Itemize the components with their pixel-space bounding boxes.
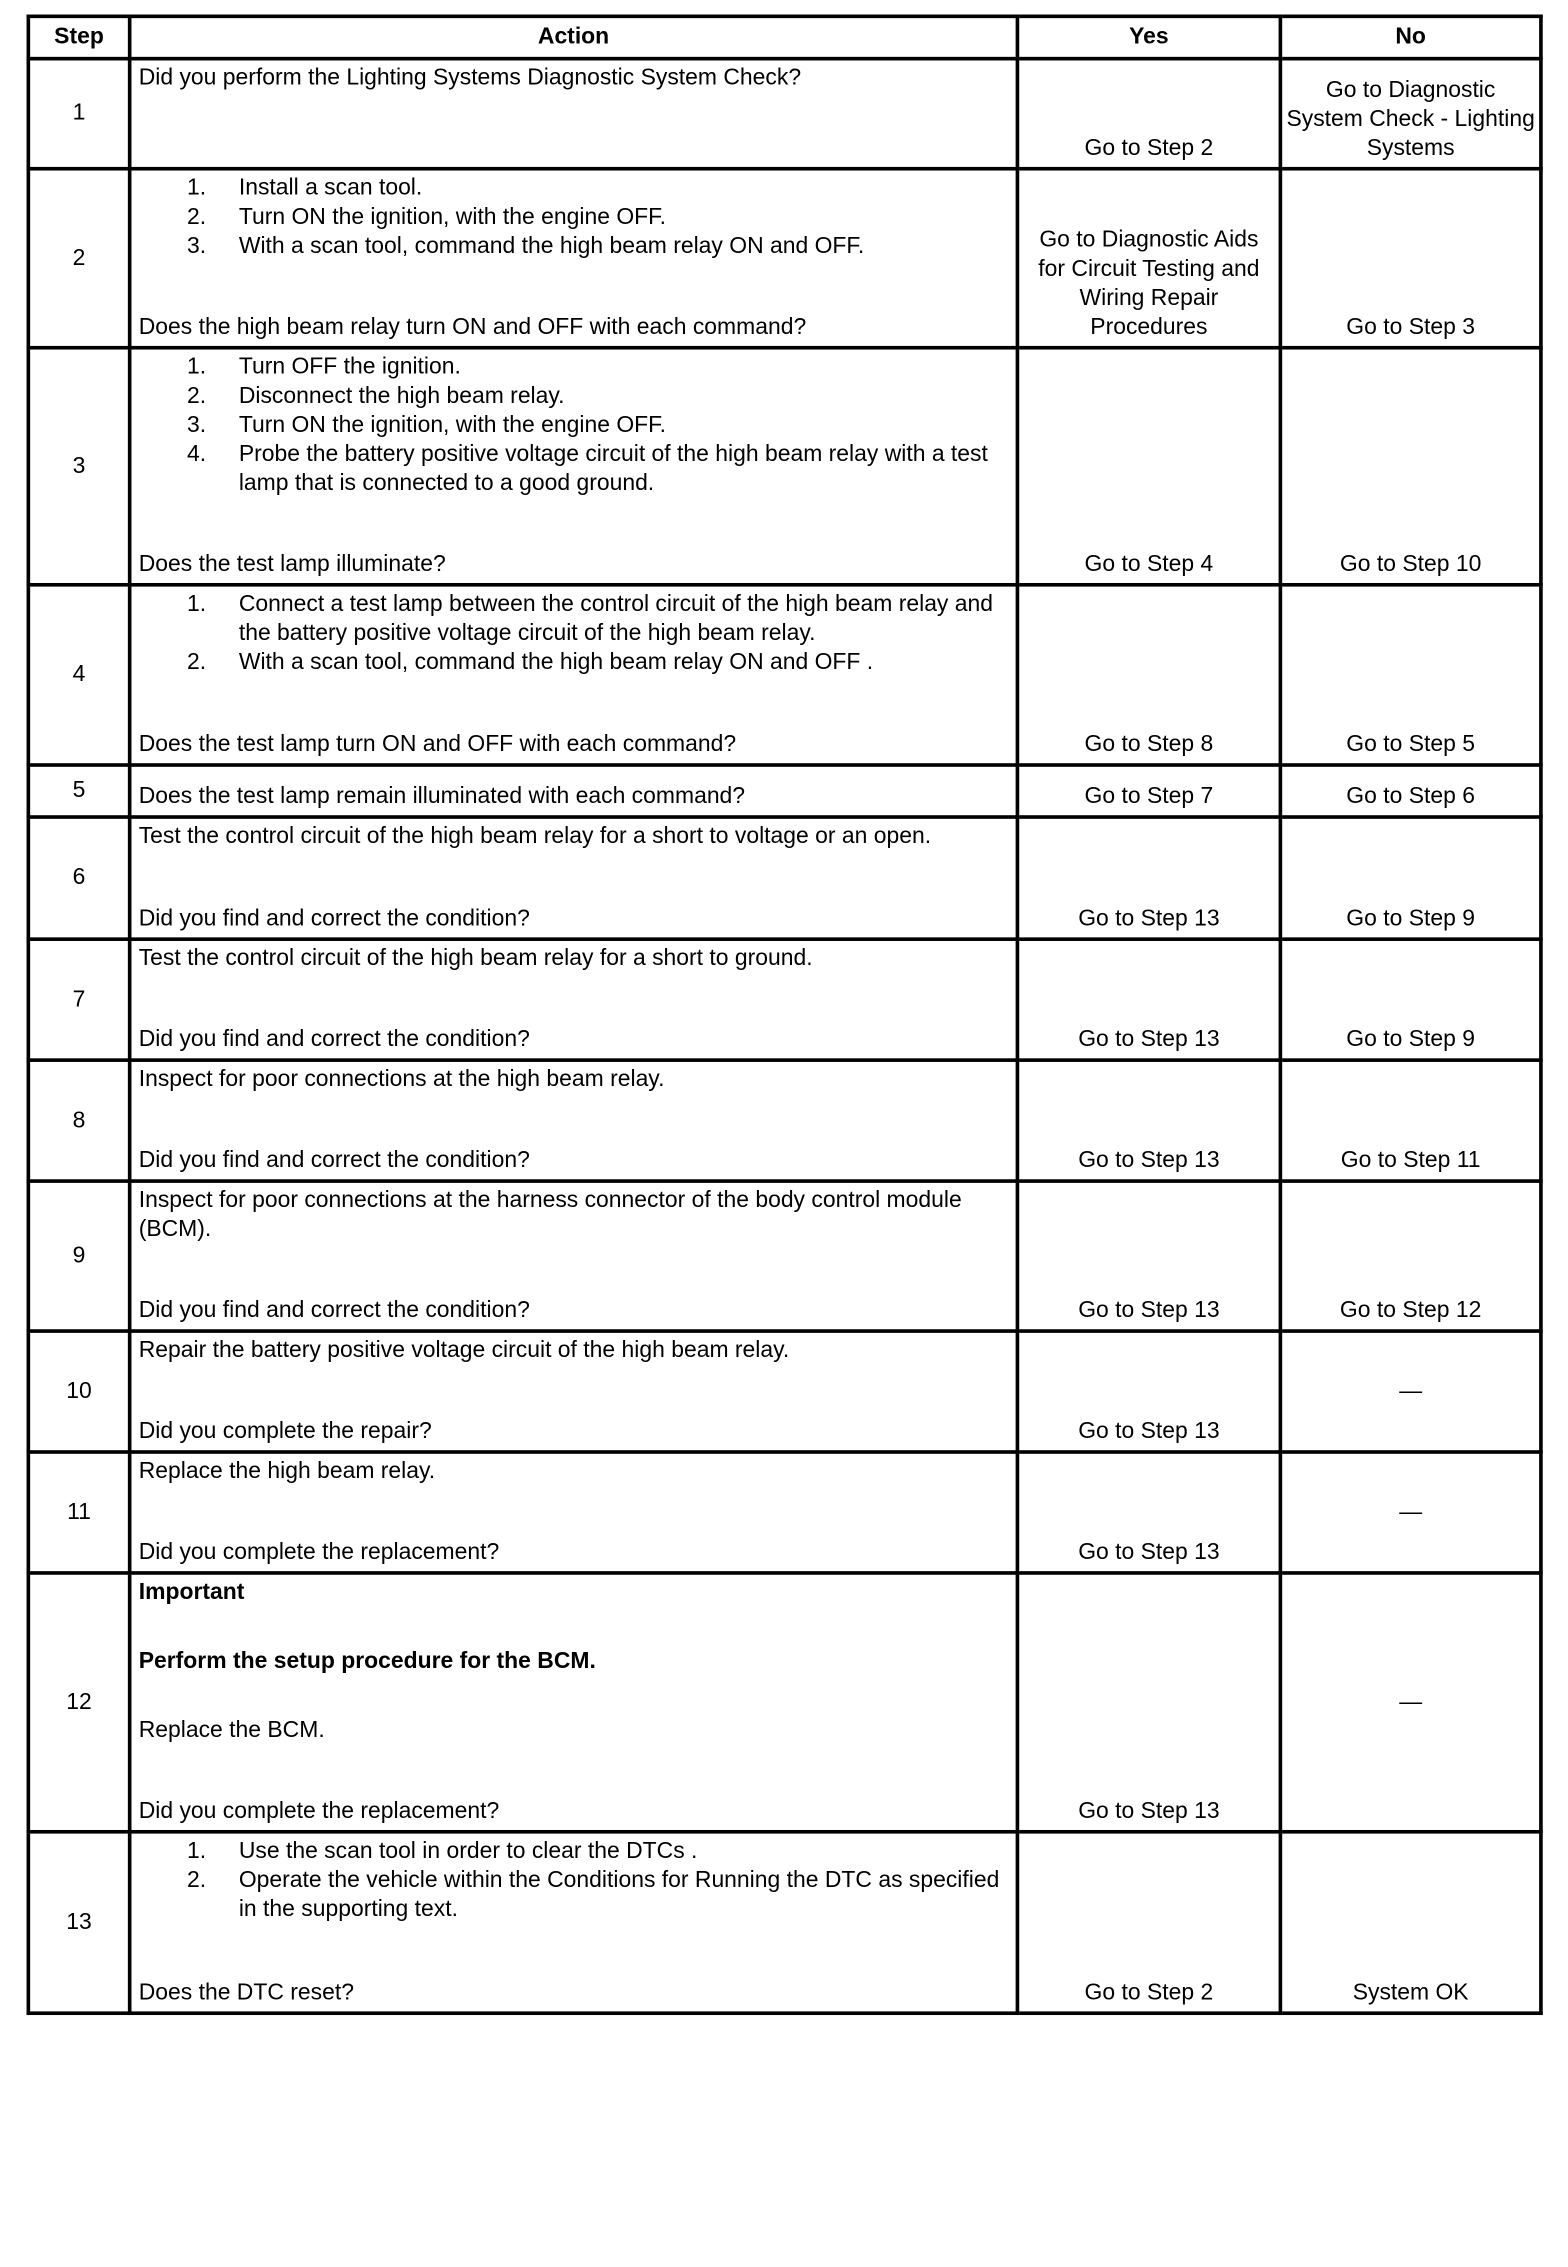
no-result: Go to Step 6 (1280, 765, 1541, 817)
header-action: Action (130, 16, 1018, 58)
action-content (139, 822, 1011, 933)
yes-result: Go to Step 13 (1017, 817, 1280, 939)
action-list (139, 1837, 1011, 1924)
action-content (139, 770, 1011, 811)
table-row (28, 1331, 1541, 1452)
action-list-item (186, 232, 1011, 261)
important-notice: Perform the setup procedure for the BCM. (138, 1648, 596, 1674)
step-number: 8 (28, 1060, 129, 1181)
action-text: Inspect for poor connections at the harness connector of the body control module (BCM). (138, 1187, 962, 1243)
item-text: Use the scan tool in order to clear the DTCs . (238, 1838, 698, 1864)
table-row (28, 1181, 1541, 1331)
table-row (28, 939, 1541, 1060)
action-question: Does the test lamp illuminate? (138, 551, 446, 577)
action-top (139, 590, 1011, 677)
item-number: 1. (186, 175, 207, 201)
action-text: Repair the battery positive voltage circuit of the high beam relay. (138, 1337, 790, 1364)
table-row (28, 348, 1541, 585)
yes-result: Go to Step 4 (1017, 348, 1280, 585)
item-number: 4. (186, 441, 207, 467)
no-result: Go to Step 9 (1280, 817, 1541, 939)
item-number: 1. (186, 354, 207, 380)
step-number: 1 (28, 59, 129, 169)
action-top (139, 1837, 1011, 1924)
item-number: 2. (186, 204, 207, 230)
diagnostic-table (27, 15, 1543, 2016)
step-number: 4 (28, 585, 129, 765)
action-content (139, 1578, 1011, 1826)
action-content (139, 1837, 1011, 2008)
action-question: Does the test lamp turn ON and OFF with each command? (138, 731, 737, 758)
no-result: — (1280, 1452, 1541, 1573)
yes-result: Go to Step 8 (1017, 585, 1280, 765)
action-content (139, 64, 1011, 163)
action-top (139, 945, 1011, 974)
action-text: Test the control circuit of the high beam relay for a short to ground. (138, 945, 813, 972)
action-top (139, 64, 1011, 93)
spacer (139, 1607, 1011, 1647)
action-question: Did you complete the repair? (138, 1418, 432, 1445)
action-top (139, 174, 1011, 261)
action-content (139, 945, 1011, 1055)
yes-result: Go to Step 2 (1017, 59, 1280, 169)
action-content (139, 1457, 1011, 1567)
header-yes: Yes (1017, 16, 1280, 58)
item-text: With a scan tool, command the high beam relay ON and OFF. (238, 233, 865, 259)
action-question: Did you find and correct the condition? (138, 1297, 530, 1324)
step-number: 3 (28, 348, 129, 585)
header-step: Step (28, 16, 129, 58)
item-text: Operate the vehicle within the Conditions for Running the DTC as specified in the supporting text. (238, 1867, 1000, 1922)
action-list-item (186, 353, 1011, 382)
item-text: Disconnect the high beam relay. (238, 383, 565, 409)
action-text: Test the control circuit of the high beam relay for a short to voltage or an open. (138, 823, 932, 850)
action-cell (130, 169, 1018, 348)
table-row (28, 817, 1541, 939)
step-number: 5 (28, 765, 129, 817)
action-top (139, 822, 1011, 851)
action-text: Replace the high beam relay. (138, 1458, 436, 1485)
spacer (139, 1676, 1011, 1716)
action-top (139, 353, 1011, 498)
action-cell (130, 59, 1018, 169)
action-text: Inspect for poor connections at the high beam relay. (138, 1066, 665, 1093)
action-list (139, 590, 1011, 677)
action-cell (130, 1832, 1018, 2013)
item-text: Turn ON the ignition, with the engine OFF. (238, 412, 666, 438)
item-number: 1. (186, 1838, 207, 1864)
important-label: Important (138, 1579, 245, 1606)
no-result: Go to Diagnostic System Check - Lighting Systems (1280, 59, 1541, 169)
no-result: Go to Step 10 (1280, 348, 1541, 585)
action-question: Did you complete the replacement? (138, 1798, 500, 1824)
action-content (139, 1187, 1011, 1326)
action-question: Did you find and correct the condition? (138, 1026, 530, 1053)
item-number: 3. (186, 233, 207, 259)
no-result: Go to Step 12 (1280, 1181, 1541, 1331)
action-list-item (186, 382, 1011, 411)
yes-result: Go to Diagnostic Aids for Circuit Testing and Wiring Repair Procedures (1017, 169, 1280, 348)
item-number: 2. (186, 649, 207, 675)
action-question: Did you complete the replacement? (138, 1539, 500, 1566)
item-number: 1. (186, 591, 207, 617)
action-content (139, 590, 1011, 759)
action-text: Did you perform the Lighting Systems Diagnostic System Check? (138, 65, 802, 91)
action-content (139, 174, 1011, 342)
action-cell (130, 1060, 1018, 1181)
action-question: Does the high beam relay turn ON and OFF with each command? (138, 314, 807, 340)
action-cell (130, 1573, 1018, 1832)
action-list-item (186, 174, 1011, 203)
table-row (28, 169, 1541, 348)
table-row (28, 765, 1541, 817)
yes-result: Go to Step 13 (1017, 1060, 1280, 1181)
table-body (28, 59, 1541, 2014)
action-question: Did you find and correct the condition? (138, 1147, 530, 1174)
no-result: Go to Step 11 (1280, 1060, 1541, 1181)
action-cell (130, 939, 1018, 1060)
table-row (28, 585, 1541, 765)
item-number: 2. (186, 383, 207, 409)
action-list-item (186, 1866, 1011, 1924)
step-number: 6 (28, 817, 129, 939)
table-row (28, 1060, 1541, 1181)
action-cell (130, 348, 1018, 585)
no-result: — (1280, 1573, 1541, 1832)
yes-result: Go to Step 2 (1017, 1832, 1280, 2013)
action-content (139, 353, 1011, 579)
no-result: Go to Step 9 (1280, 939, 1541, 1060)
action-content (139, 1336, 1011, 1446)
item-text: Turn OFF the ignition. (238, 354, 461, 380)
step-number: 10 (28, 1331, 129, 1452)
action-content (139, 1066, 1011, 1176)
yes-result: Go to Step 13 (1017, 1452, 1280, 1573)
action-list (139, 353, 1011, 498)
table-row (28, 1832, 1541, 2013)
header-no: No (1280, 16, 1541, 58)
action-cell (130, 765, 1018, 817)
action-question: Does the test lamp remain illuminated with each command? (138, 783, 746, 810)
header-row (28, 16, 1541, 58)
no-result: Go to Step 5 (1280, 585, 1541, 765)
step-number: 7 (28, 939, 129, 1060)
yes-result: Go to Step 13 (1017, 1573, 1280, 1832)
action-list (139, 174, 1011, 261)
action-top (139, 1066, 1011, 1095)
item-text: Probe the battery positive voltage circuit of the high beam relay with a test lamp that is connected to a good ground. (238, 441, 988, 496)
step-number: 9 (28, 1181, 129, 1331)
item-text: Install a scan tool. (238, 175, 423, 201)
yes-result: Go to Step 7 (1017, 765, 1280, 817)
action-top (139, 1336, 1011, 1365)
action-list-item (186, 440, 1011, 498)
step-number: 13 (28, 1832, 129, 2013)
action-list-item (186, 411, 1011, 440)
yes-result: Go to Step 13 (1017, 1331, 1280, 1452)
no-result: — (1280, 1331, 1541, 1452)
yes-result: Go to Step 13 (1017, 1181, 1280, 1331)
action-cell (130, 1181, 1018, 1331)
table-row (28, 1452, 1541, 1573)
action-list-item (186, 648, 1011, 677)
action-cell (130, 585, 1018, 765)
action-cell (130, 1452, 1018, 1573)
no-result: Go to Step 3 (1280, 169, 1541, 348)
step-number: 12 (28, 1573, 129, 1832)
action-question: Did you find and correct the condition? (138, 905, 530, 932)
action-list-item (186, 1837, 1011, 1866)
action-top (139, 1578, 1011, 1745)
item-number: 3. (186, 412, 207, 438)
action-list-item (186, 590, 1011, 648)
action-top (139, 1187, 1011, 1245)
action-cell (130, 817, 1018, 939)
table-row (28, 1573, 1541, 1832)
item-text: With a scan tool, command the high beam relay ON and OFF . (238, 649, 874, 675)
step-number: 2 (28, 169, 129, 348)
table-row (28, 59, 1541, 169)
action-top (139, 1457, 1011, 1486)
yes-result: Go to Step 13 (1017, 939, 1280, 1060)
action-cell (130, 1331, 1018, 1452)
action-list-item (186, 203, 1011, 232)
action-instruction: Replace the BCM. (138, 1717, 325, 1743)
no-result: System OK (1280, 1832, 1541, 2013)
item-number: 2. (186, 1867, 207, 1893)
action-question: Does the DTC reset? (138, 1979, 354, 2006)
item-text: Turn ON the ignition, with the engine OFF. (238, 204, 666, 230)
item-text: Connect a test lamp between the control circuit of the high beam relay and the battery positive voltage circuit of the high beam relay. (238, 591, 994, 646)
step-number: 11 (28, 1452, 129, 1573)
